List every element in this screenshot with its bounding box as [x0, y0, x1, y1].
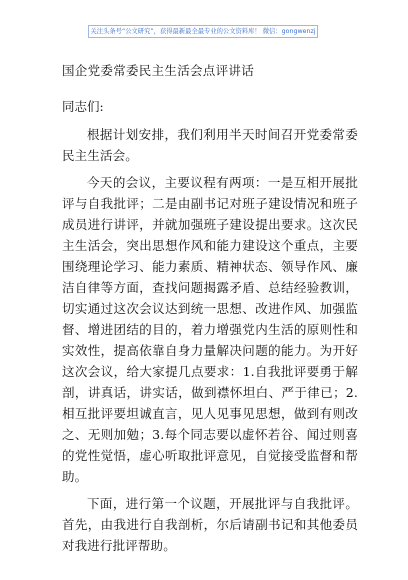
- document-title: 国企党委常委民主生活会点评讲话: [62, 63, 255, 78]
- paragraph-intro: 根据计划安排，我们利用半天时间召开党委常委民主生活会。: [62, 127, 358, 163]
- greeting: 同志们:: [62, 99, 104, 114]
- promo-banner: 关注头条号“公文研究”，获得最新最全最专业的公文资料库！ 微信：gongwenzj: [88, 25, 318, 38]
- document-body: [62, 62, 358, 556]
- paragraph-agenda: 今天的会议，主要议程有两项：一是互相开展批评与自我批评；二是由副书记对班子建设情况和班子成员进行讲评，并就加强班子建设提出要求。这次民主生活会，突出思想作风和能力建设这个重点，主要围绕理论学习、能力素质、精神状态、领导作风、廉洁自律等方面，查找问题揭露矛盾、总结经验教训，切实通过这次会议达到统一思想、改进作风、加强监督、增进团结的目的，着力增强党内生活的原则性和实效性，提高依靠自身力量解决问题的能力。为开好这次会议，给大家提几点要求：1.自我批评要勇于解剖，讲真话，讲实话，做到襟怀坦白、严于律已；2.相互批评要坦诚直言，见人见事见思想，做到有则改之、无则加勉；3.每个同志要以虚怀若谷、闻过则喜的党性觉悟，虚心听取批评意见，自觉接受监督和帮助。: [62, 175, 358, 484]
- paragraph-next-topic: 下面，进行第一个议题，开展批评与自我批评。首先，由我进行自我剖析，尔后请副书记和其他委员对我进行批评帮助。: [62, 496, 358, 553]
